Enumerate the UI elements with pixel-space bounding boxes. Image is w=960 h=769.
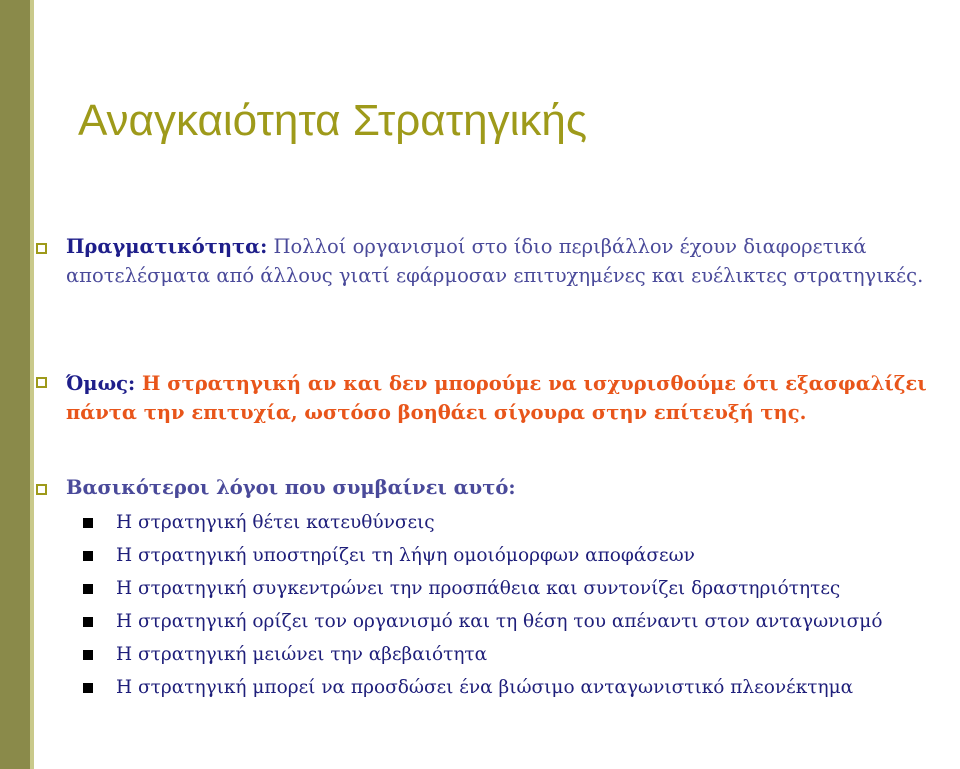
black-square-bullet-icon [83,518,93,528]
bullet-reality [66,232,946,290]
square-bullet-icon [36,484,47,495]
reasons-list [80,508,882,706]
black-square-bullet-icon [83,683,93,693]
black-square-bullet-icon [83,617,93,627]
list-item: Η στρατηγική θέτει κατευθύνσεις [80,508,882,541]
bullet-reality-lead: Πραγματικότητα: [66,235,268,258]
bullet-however [66,369,946,427]
list-item: Η στρατηγική ορίζει τον οργανισμό και τη θέση του απέναντι στον ανταγωνισμό [80,607,882,640]
side-accent-bar [0,0,34,769]
black-square-bullet-icon [83,584,93,594]
black-square-bullet-icon [83,650,93,660]
bullet-reasons-lead: Βασικότεροι λόγοι που συμβαίνει αυτό: [66,476,516,499]
list-item: Η στρατηγική μπορεί να προσδώσει ένα βιώσιμο ανταγωνιστικό πλεονέκτημα [80,673,882,706]
bullet-however-lead: Όμως: [66,372,136,395]
bullet-reality-text: Πολλοί οργανισμοί στο ίδιο περιβάλλον έχουν διαφορετικά αποτελέσματα από άλλους γιατί εφάρμοσαν επιτυχημένες και ευέλικτες στρατηγικές. [66,235,924,287]
square-bullet-icon [36,377,47,388]
list-item: Η στρατηγική μειώνει την αβεβαιότητα [80,640,882,673]
slide-title: Αναγκαιότητα Στρατηγικής [78,96,588,145]
list-item: Η στρατηγική συγκεντρώνει την προσπάθεια και συντονίζει δραστηριότητες [80,574,882,607]
bullet-however-text: Η στρατηγική αν και δεν μπορούμε να ισχυρισθούμε ότι εξασφαλίζει πάντα την επιτυχία, ωστόσο βοηθάει σίγουρα στην επίτευξή της. [66,372,927,424]
list-item: Η στρατηγική υποστηρίζει τη λήψη ομοιόμορφων αποφάσεων [80,541,882,574]
black-square-bullet-icon [83,551,93,561]
square-bullet-icon [36,243,47,254]
